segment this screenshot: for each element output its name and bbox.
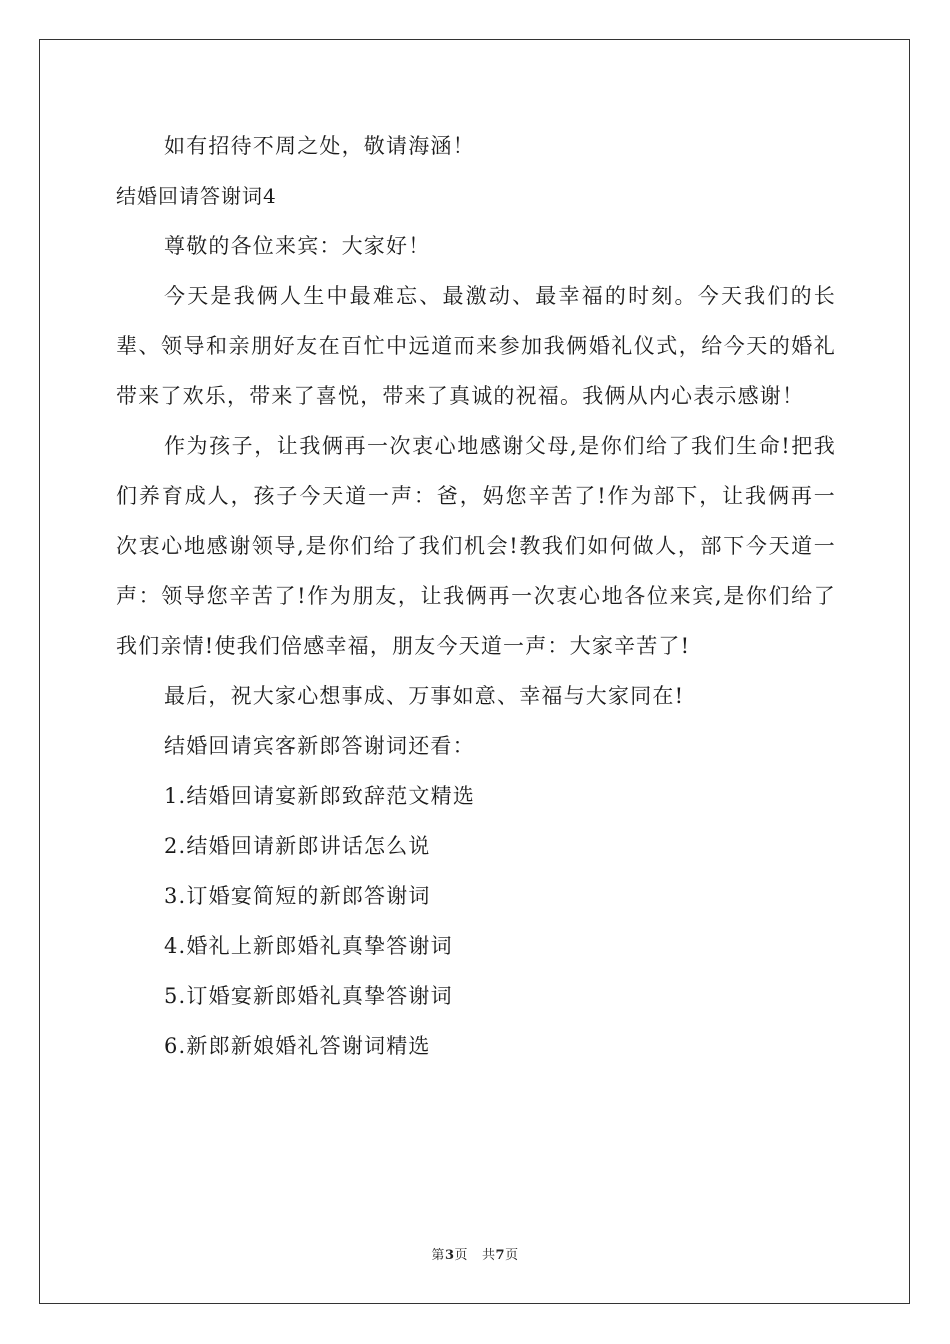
body-paragraph: 最后，祝大家心想事成、万事如意、幸福与大家同在!: [164, 684, 685, 708]
page-prefix: 第: [431, 1248, 445, 1263]
body-paragraph: 作为孩子，让我俩再一次衷心地感谢父母,是你们给了我们生命!把我们养育成人，孩子今天道一声：爸，妈您辛苦了!作为部下，让我俩再一次衷心地感谢领导,是你们给了我们机会!教我们如何做人，部下今天道一声：领导您辛苦了!作为朋友，让我俩再一次衷心地各位来宾,是你们给了我们亲情!使我们倍感幸福，朋友今天道一声：大家辛苦了!: [116, 434, 836, 658]
related-link[interactable]: 6.新郎新娘婚礼答谢词精选: [164, 1034, 431, 1058]
related-link[interactable]: 5.订婚宴新郎婚礼真挚答谢词: [164, 984, 453, 1008]
greeting-paragraph: 尊敬的各位来宾：大家好！: [164, 234, 431, 258]
total-prefix: 共: [482, 1248, 496, 1263]
related-link[interactable]: 3.订婚宴简短的新郎答谢词: [164, 884, 431, 908]
related-link[interactable]: 1.结婚回请宴新郎致辞范文精选: [164, 784, 476, 808]
page-suffix: 页: [454, 1248, 468, 1263]
section-heading: 结婚回请答谢词4: [116, 184, 277, 208]
related-link[interactable]: 2.结婚回请新郎讲话怎么说: [164, 834, 431, 858]
related-links-list: [116, 771, 836, 1071]
total-page-number: 7: [495, 1248, 506, 1263]
closing-paragraph: 如有招待不周之处，敬请海涵！: [164, 134, 475, 158]
related-link[interactable]: 4.婚礼上新郎婚礼真挚答谢词: [164, 934, 453, 958]
body-paragraph: 今天是我俩人生中最难忘、最激动、最幸福的时刻。今天我们的长辈、领导和亲朋好友在百忙中远道而来参加我俩婚礼仪式，给今天的婚礼带来了欢乐，带来了喜悦，带来了真诚的祝福。我俩从内心表示感谢！: [116, 284, 836, 408]
total-suffix: 页: [505, 1248, 519, 1263]
page-footer: [0, 1248, 950, 1264]
current-page-number: 3: [444, 1248, 455, 1263]
related-intro: 结婚回请宾客新郎答谢词还看：: [164, 734, 475, 758]
document-body: [116, 121, 836, 1071]
